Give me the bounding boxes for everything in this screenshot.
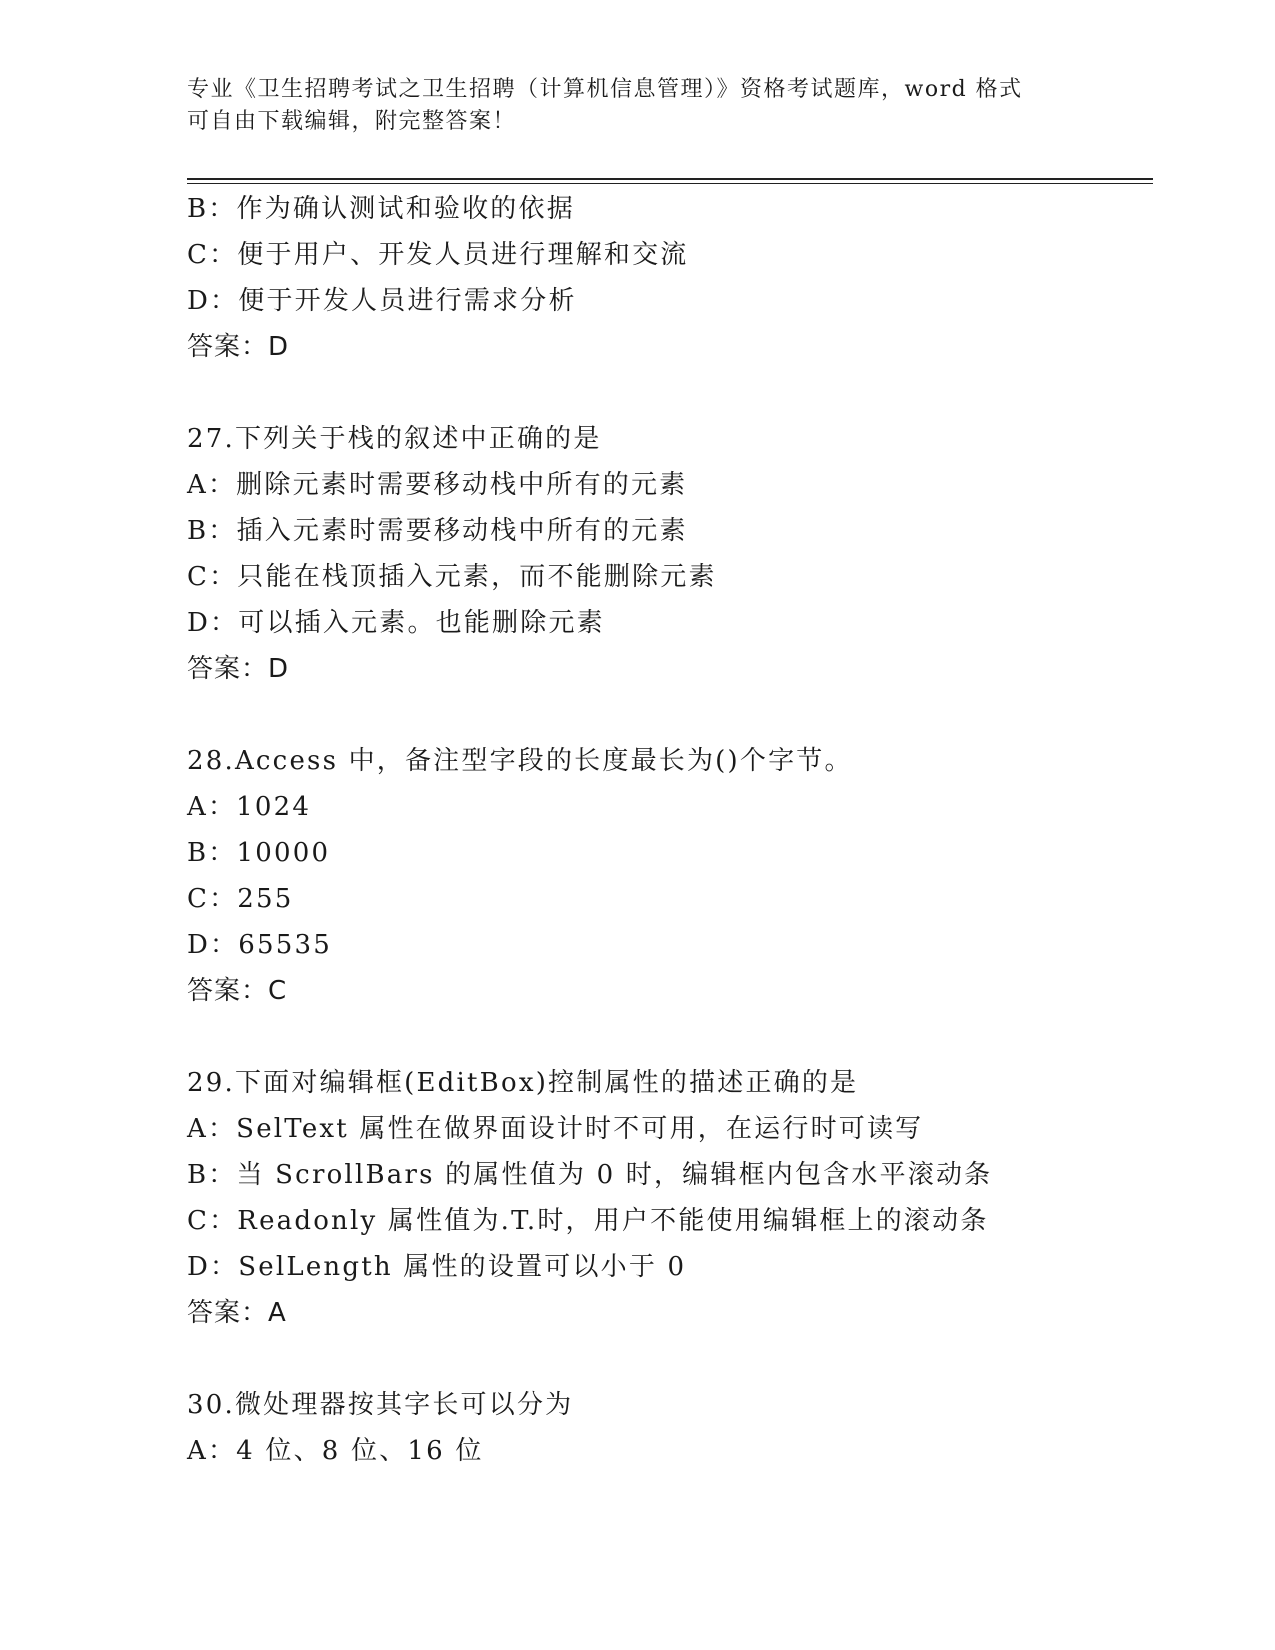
question-option: B：作为确认测试和验收的依据 (187, 194, 575, 224)
question-option: C：255 (187, 884, 294, 914)
header-line-1: 专业《卫生招聘考试之卫生招聘（计算机信息管理）》资格考试题库，word 格式 (187, 77, 1023, 102)
question-27 (187, 416, 1147, 692)
question-option: A：1024 (187, 792, 312, 822)
question-option: C：只能在栈顶插入元素，而不能删除元素 (187, 562, 717, 592)
header-divider-thick (187, 178, 1153, 180)
spacer (187, 692, 1147, 738)
document-header (187, 74, 1087, 138)
question-text: 27.下列关于栈的叙述中正确的是 (187, 424, 602, 454)
question-28 (187, 738, 1147, 1014)
question-list (187, 186, 1147, 1474)
spacer (187, 1014, 1147, 1060)
question-option: D：便于开发人员进行需求分析 (187, 286, 577, 316)
question-answer: 答案：C (187, 976, 288, 1006)
question-option: A：4 位、8 位、16 位 (187, 1436, 484, 1466)
header-divider-thin (187, 183, 1153, 184)
question-option: D：SelLength 属性的设置可以小于 0 (187, 1252, 687, 1282)
question-text: 28.Access 中，备注型字段的长度最长为()个字节。 (187, 746, 853, 776)
question-option: A：SelText 属性在做界面设计时不可用，在运行时可读写 (187, 1114, 924, 1144)
question-text: 30.微处理器按其字长可以分为 (187, 1390, 574, 1420)
question-30 (187, 1382, 1147, 1474)
question-answer: 答案：D (187, 654, 290, 684)
question-26-tail (187, 186, 1147, 370)
question-answer: 答案：D (187, 332, 290, 362)
question-answer: 答案：A (187, 1298, 287, 1328)
question-option: D：65535 (187, 930, 332, 960)
header-line-2: 可自由下载编辑，附完整答案！ (187, 109, 517, 134)
spacer (187, 370, 1147, 416)
question-option: C：便于用户、开发人员进行理解和交流 (187, 240, 689, 270)
question-29 (187, 1060, 1147, 1336)
question-option: B：插入元素时需要移动栈中所有的元素 (187, 516, 688, 546)
question-option: B：10000 (187, 838, 331, 868)
question-option: B：当 ScrollBars 的属性值为 0 时，编辑框内包含水平滚动条 (187, 1160, 993, 1190)
question-text: 29.下面对编辑框(EditBox)控制属性的描述正确的是 (187, 1068, 859, 1098)
question-option: D：可以插入元素。也能删除元素 (187, 608, 605, 638)
spacer (187, 1336, 1147, 1382)
question-option: A：删除元素时需要移动栈中所有的元素 (187, 470, 688, 500)
question-option: C：Readonly 属性值为.T.时，用户不能使用编辑框上的滚动条 (187, 1206, 989, 1236)
